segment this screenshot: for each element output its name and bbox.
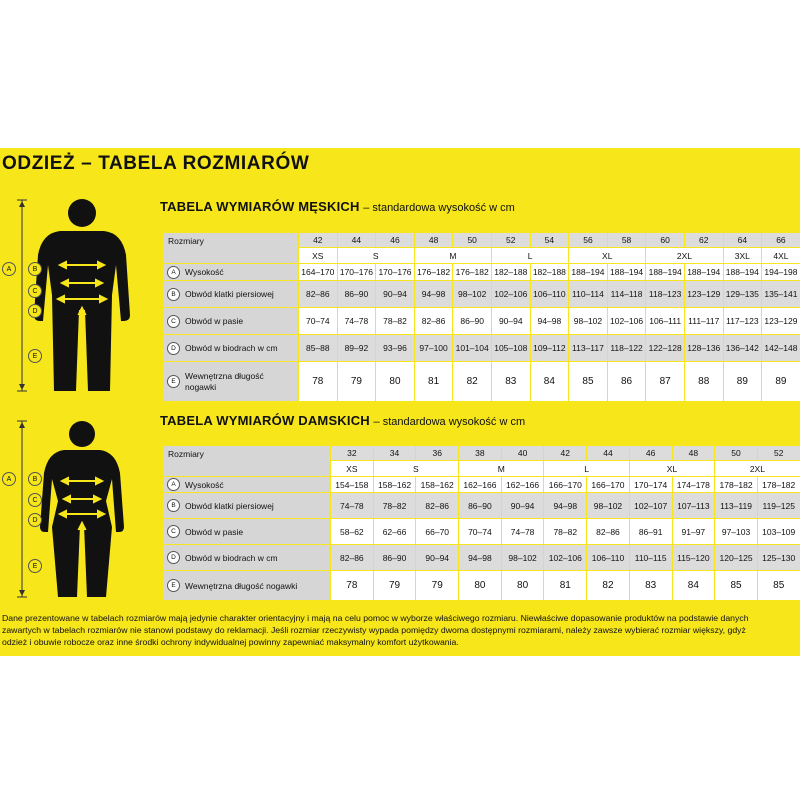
size-group-cell: XL [629,461,714,477]
value-cell: 166–170 [587,477,630,493]
value-cell: 123–129 [684,281,723,308]
men-row-c [163,308,800,335]
value-cell: 103–109 [757,519,800,545]
value-cell: 107–113 [672,493,715,519]
figure-letter-e: E [28,349,42,363]
men-row-a [163,264,800,281]
value-cell: 85 [569,362,608,402]
value-cell: 178–182 [715,477,758,493]
row-label-text: Obwód w pasie [185,316,244,326]
value-cell: 105–108 [491,335,530,362]
men-size-table [162,232,800,402]
value-cell: 114–118 [607,281,646,308]
value-cell: 90–94 [376,281,415,308]
value-cell: 136–142 [723,335,762,362]
size-cell: 50 [453,233,492,248]
value-cell: 110–114 [569,281,608,308]
size-cell: 48 [672,446,715,461]
women-size-table [162,445,800,601]
size-cell: 56 [569,233,608,248]
men-row-b [163,281,800,308]
value-cell: 90–94 [416,545,459,571]
women-row-d [163,545,800,571]
value-cell: 91–97 [672,519,715,545]
row-label [163,519,331,545]
size-group-cell: S [373,461,458,477]
value-cell: 84 [530,362,569,402]
value-cell: 176–182 [453,264,492,281]
size-cell: 58 [607,233,646,248]
size-cell: 46 [629,446,672,461]
value-cell: 188–194 [569,264,608,281]
size-cell: 62 [684,233,723,248]
size-group-cell: 4XL [762,248,800,264]
value-cell: 80 [501,571,544,601]
value-cell: 194–198 [762,264,800,281]
women-row-e [163,571,800,601]
row-label [163,335,299,362]
value-cell: 62–66 [373,519,416,545]
value-cell: 89 [723,362,762,402]
value-cell: 188–194 [646,264,685,281]
value-cell: 82 [587,571,630,601]
value-cell: 102–106 [544,545,587,571]
row-label-line: nogawki [185,381,217,392]
disclaimer-line: zawartych w tabelach rozmiarów nie stanowi podstawy do reklamacji. Jeśli rozmiar rzeczywisty wypada pomiędzy dwoma dostępnymi rozmiarami, należy zawsze wybierać rozmiar większy, gdyż [2,625,746,635]
size-cell: 54 [530,233,569,248]
row-label-text: Obwód w pasie [185,526,244,537]
value-cell: 82 [453,362,492,402]
size-group-cell: XL [569,248,646,264]
value-cell: 123–129 [762,308,800,335]
value-cell: 178–182 [757,477,800,493]
letter-badge: A [167,478,180,491]
size-cell: 48 [414,233,453,248]
value-cell: 86–90 [373,545,416,571]
size-cell: 44 [337,233,376,248]
value-cell: 82–86 [587,519,630,545]
women-sizes-row [163,446,800,461]
row-label-text: Wewnętrzna długość nogawki [185,580,298,591]
value-cell: 81 [414,362,453,402]
value-cell: 182–188 [530,264,569,281]
value-cell: 79 [337,362,376,402]
row-label [163,545,331,571]
row-label [163,281,299,308]
value-cell: 74–78 [337,308,376,335]
value-cell: 86–90 [453,308,492,335]
value-cell: 83 [629,571,672,601]
value-cell: 82–86 [299,281,338,308]
row-label-text: Obwód w biodrach w cm [185,552,278,563]
letter-badge: D [167,551,180,564]
value-cell: 89–92 [337,335,376,362]
size-cell: 66 [762,233,800,248]
size-cell: 52 [491,233,530,248]
men-row-e [163,362,800,402]
row-label [163,571,331,601]
size-group-cell: M [414,248,491,264]
value-cell: 125–130 [757,545,800,571]
row-label [163,493,331,519]
value-cell: 106–110 [530,281,569,308]
value-cell: 162–166 [501,477,544,493]
value-cell: 110–115 [629,545,672,571]
value-cell: 128–136 [684,335,723,362]
value-cell: 82–86 [414,308,453,335]
female-figure-diagram [0,417,160,602]
figure-letter-a: A [2,262,16,276]
men-subtitle: – standardowa wysokość w cm [363,202,515,214]
letter-badge: C [167,525,180,538]
value-cell: 87 [646,362,685,402]
value-cell: 74–78 [501,519,544,545]
value-cell: 94–98 [544,493,587,519]
women-table-title [160,413,525,428]
value-cell: 174–178 [672,477,715,493]
row-label-text: Obwód w biodrach w cm [185,343,278,353]
value-cell: 113–119 [715,493,758,519]
value-cell: 102–107 [629,493,672,519]
size-cell: 52 [757,446,800,461]
value-cell: 102–106 [491,281,530,308]
value-cell: 129–135 [723,281,762,308]
row-label [163,362,299,402]
disclaimer-text [2,612,798,648]
disclaimer-line: Dane prezentowane w tabelach rozmiarów mają jedynie charakter orientacyjny i mają na celu pomoc w wyborze właściwego rozmiaru. Niewłaściwe dopasowanie produktów na podstawie danych [2,613,749,623]
value-cell: 188–194 [684,264,723,281]
value-cell: 80 [376,362,415,402]
size-group-cell: 2XL [646,248,723,264]
figure-letter-a: A [2,472,16,486]
value-cell: 115–120 [672,545,715,571]
row-label [163,477,331,493]
value-cell: 135–141 [762,281,800,308]
value-cell: 80 [459,571,502,601]
value-cell: 94–98 [459,545,502,571]
value-cell: 86–91 [629,519,672,545]
row-label-text [185,371,264,392]
value-cell: 154–158 [331,477,374,493]
value-cell: 158–162 [416,477,459,493]
value-cell: 164–170 [299,264,338,281]
row-label [163,308,299,335]
value-cell: 74–78 [331,493,374,519]
value-cell: 84 [672,571,715,601]
value-cell: 182–188 [491,264,530,281]
size-cell: 50 [715,446,758,461]
value-cell: 94–98 [530,308,569,335]
value-cell: 170–176 [376,264,415,281]
value-cell: 78–82 [373,493,416,519]
value-cell: 118–122 [607,335,646,362]
women-row-b [163,493,800,519]
figure-letter-b: B [28,262,42,276]
women-row-c [163,519,800,545]
value-cell: 102–106 [607,308,646,335]
value-cell: 78–82 [376,308,415,335]
value-cell: 86 [607,362,646,402]
value-cell: 93–96 [376,335,415,362]
size-cell: 34 [373,446,416,461]
value-cell: 88 [684,362,723,402]
women-title: TABELA WYMIARÓW DAMSKICH [160,413,370,428]
value-cell: 188–194 [607,264,646,281]
size-group-cell: 3XL [723,248,762,264]
value-cell: 82–86 [331,545,374,571]
value-cell: 82–86 [416,493,459,519]
size-group-cell: XS [331,461,374,477]
value-cell: 70–74 [459,519,502,545]
value-cell: 120–125 [715,545,758,571]
men-sizes-row [163,233,800,248]
letter-badge: B [167,288,180,301]
figure-letter-b: B [28,472,42,486]
value-cell: 122–128 [646,335,685,362]
size-group-cell: L [491,248,568,264]
figure-letter-d: D [28,513,42,527]
value-cell: 111–117 [684,308,723,335]
value-cell: 166–170 [544,477,587,493]
size-cell: 36 [416,446,459,461]
male-figure-diagram [0,195,160,400]
value-cell: 78–82 [544,519,587,545]
value-cell: 81 [544,571,587,601]
value-cell: 98–102 [587,493,630,519]
size-group-cell: 2XL [715,461,800,477]
value-cell: 58–62 [331,519,374,545]
value-cell: 85 [715,571,758,601]
figure-letter-c: C [28,493,42,507]
value-cell: 78 [331,571,374,601]
value-cell: 86–90 [337,281,376,308]
value-cell: 118–123 [646,281,685,308]
letter-badge: D [167,342,180,355]
women-header-label: Rozmiary [163,446,331,477]
disclaimer-line: odzież i obuwie robocze oraz inne środki ochrony indywidualnej powinny zapewniać maksymalny komfort użytkowania. [2,637,459,647]
row-label-line: Wewnętrzna długość [185,370,264,381]
page-title: ODZIEŻ – TABELA ROZMIARÓW [2,153,310,174]
women-row-a [163,477,800,493]
value-cell: 162–166 [459,477,502,493]
row-label-text: Obwód klatki piersiowej [185,500,274,511]
value-cell: 70–74 [299,308,338,335]
men-title: TABELA WYMIARÓW MĘSKICH [160,199,360,214]
row-label-text: Wysokość [185,479,224,490]
value-cell: 98–102 [501,545,544,571]
value-cell: 85 [757,571,800,601]
men-row-d [163,335,800,362]
value-cell: 97–103 [715,519,758,545]
letter-badge: E [167,579,180,592]
value-cell: 66–70 [416,519,459,545]
value-cell: 94–98 [414,281,453,308]
value-cell: 170–176 [337,264,376,281]
value-cell: 86–90 [459,493,502,519]
value-cell: 97–100 [414,335,453,362]
size-cell: 32 [331,446,374,461]
value-cell: 188–194 [723,264,762,281]
value-cell: 90–94 [491,308,530,335]
value-cell: 79 [416,571,459,601]
men-table-title [160,199,515,214]
value-cell: 113–117 [569,335,608,362]
value-cell: 101–104 [453,335,492,362]
value-cell: 79 [373,571,416,601]
value-cell: 119–125 [757,493,800,519]
size-group-cell: L [544,461,629,477]
value-cell: 106–110 [587,545,630,571]
size-cell: 38 [459,446,502,461]
figure-letter-c: C [28,284,42,298]
size-cell: 40 [501,446,544,461]
value-cell: 98–102 [453,281,492,308]
value-cell: 176–182 [414,264,453,281]
row-label [163,264,299,281]
size-cell: 60 [646,233,685,248]
value-cell: 90–94 [501,493,544,519]
value-cell: 142–148 [762,335,800,362]
value-cell: 98–102 [569,308,608,335]
figure-letter-d: D [28,304,42,318]
letter-badge: B [167,499,180,512]
size-cell: 42 [544,446,587,461]
value-cell: 89 [762,362,800,402]
men-header-label: Rozmiary [163,233,299,264]
row-label-text: Obwód klatki piersiowej [185,289,274,299]
value-cell: 158–162 [373,477,416,493]
size-cell: 46 [376,233,415,248]
figure-letter-e: E [28,559,42,573]
row-label-text: Wysokość [185,267,224,277]
size-cell: 42 [299,233,338,248]
size-group-cell: S [337,248,414,264]
value-cell: 109–112 [530,335,569,362]
size-cell: 44 [587,446,630,461]
value-cell: 117–123 [723,308,762,335]
women-subtitle: – standardowa wysokość w cm [373,416,526,428]
value-cell: 83 [491,362,530,402]
value-cell: 106–111 [646,308,685,335]
letter-badge: C [167,315,180,328]
size-group-cell: XS [299,248,338,264]
value-cell: 78 [299,362,338,402]
value-cell: 85–88 [299,335,338,362]
value-cell: 170–174 [629,477,672,493]
letter-badge: A [167,266,180,279]
letter-badge: E [167,375,180,388]
size-group-cell: M [459,461,544,477]
size-cell: 64 [723,233,762,248]
